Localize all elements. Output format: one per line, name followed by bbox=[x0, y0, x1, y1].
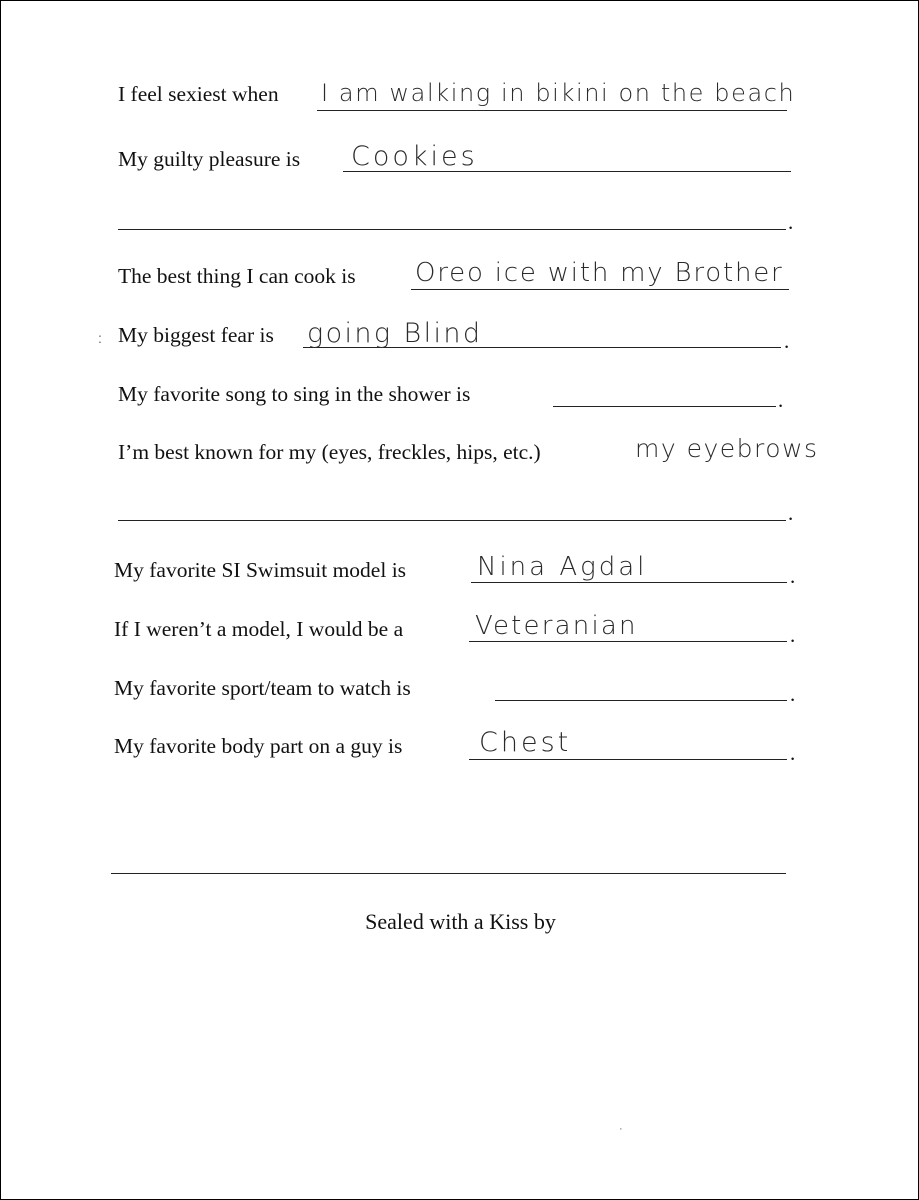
period-mark: . bbox=[788, 501, 794, 525]
handwritten-answer: Oreo ice with my Brother bbox=[415, 258, 784, 288]
answer-line bbox=[495, 700, 787, 701]
signature-line bbox=[111, 873, 786, 874]
answer-line bbox=[553, 406, 776, 407]
prompt-label: My favorite song to sing in the shower is bbox=[118, 382, 471, 406]
prompt-label: My guilty pleasure is bbox=[118, 147, 301, 171]
answer-line bbox=[471, 582, 787, 583]
prompt-label: I feel sexiest when bbox=[118, 82, 279, 106]
handwritten-answer: my eyebrows bbox=[635, 434, 819, 463]
handwritten-answer: Cookies bbox=[351, 141, 478, 172]
handwritten-answer: I am walking in bikini on the beach bbox=[321, 79, 796, 107]
period-mark: . bbox=[784, 329, 790, 353]
form-row-sexiest bbox=[1, 73, 919, 113]
period-mark: . bbox=[790, 741, 796, 765]
form-row-shower-song bbox=[1, 373, 919, 413]
prompt-label: My favorite sport/team to watch is bbox=[114, 676, 411, 700]
handwritten-answer: Chest bbox=[479, 727, 572, 758]
period-mark: . bbox=[790, 623, 796, 647]
period-mark: . bbox=[790, 564, 796, 588]
form-row-body-part bbox=[1, 725, 919, 765]
form-row-best-known-for bbox=[1, 431, 919, 471]
prompt-label: My favorite SI Swimsuit model is bbox=[114, 558, 407, 582]
prompt-label: If I weren’t a model, I would be a bbox=[114, 617, 404, 641]
prompt-label: My biggest fear is bbox=[118, 323, 274, 347]
answer-line bbox=[469, 759, 787, 760]
answer-line bbox=[469, 641, 787, 642]
form-row-guilty-pleasure bbox=[1, 138, 919, 178]
stray-mark: · bbox=[619, 1123, 623, 1135]
stray-mark: : bbox=[98, 330, 102, 346]
prompt-label: The best thing I can cook is bbox=[118, 264, 356, 288]
prompt-label: My favorite body part on a guy is bbox=[114, 734, 403, 758]
period-mark: . bbox=[790, 682, 796, 706]
answer-line bbox=[411, 289, 789, 290]
answer-line bbox=[317, 110, 787, 111]
form-row-biggest-fear bbox=[1, 314, 919, 354]
form-row-sport-team bbox=[1, 667, 919, 707]
prompt-label: I’m best known for my (eyes, freckles, hips, etc.) bbox=[118, 440, 541, 464]
handwritten-answer: Veteranian bbox=[475, 611, 638, 641]
period-mark: . bbox=[788, 210, 794, 234]
answer-continuation-line bbox=[118, 229, 786, 230]
handwritten-answer: going Blind bbox=[307, 318, 483, 349]
form-row-si-model bbox=[1, 549, 919, 589]
handwritten-answer: Nina Agdal bbox=[477, 552, 648, 582]
form-row-best-cook bbox=[1, 255, 919, 295]
period-mark: . bbox=[778, 388, 784, 412]
sealed-with-a-kiss-label: Sealed with a Kiss by bbox=[365, 909, 556, 934]
form-row-if-not-model bbox=[1, 608, 919, 648]
answer-continuation-line bbox=[118, 520, 786, 521]
